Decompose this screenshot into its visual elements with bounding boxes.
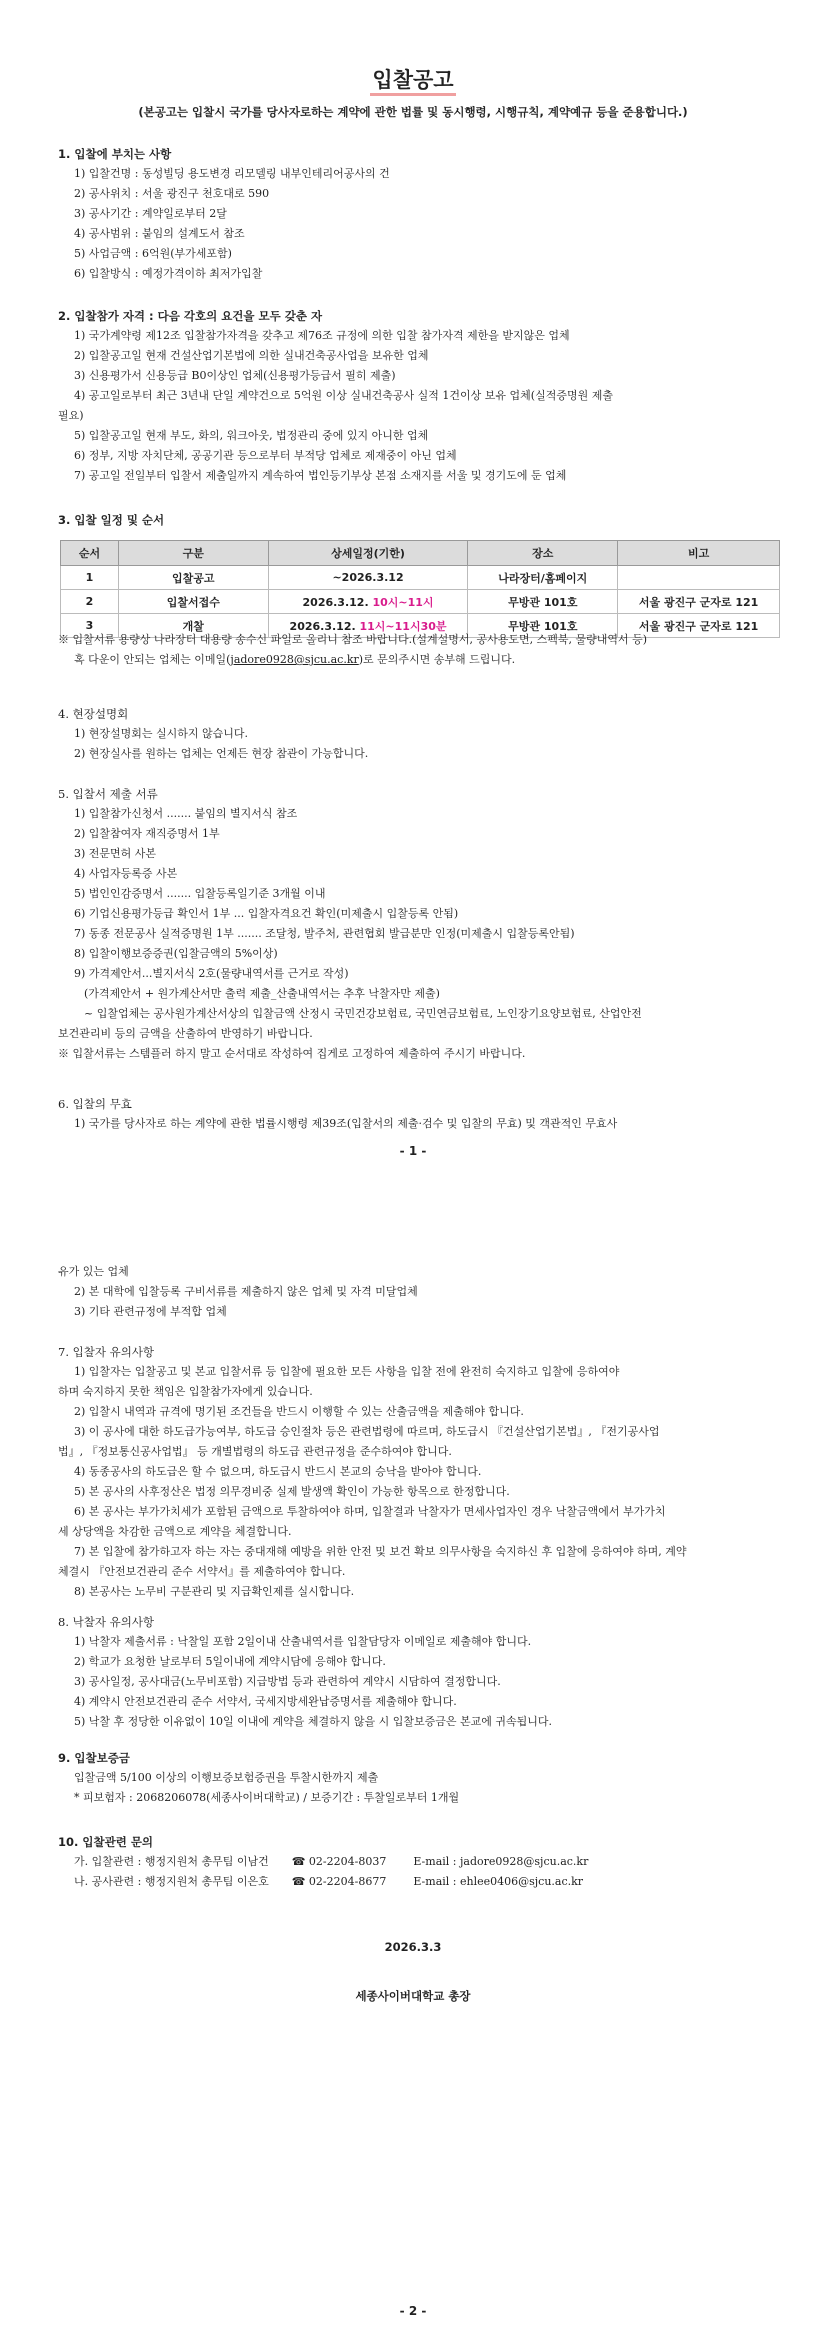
section-heading: 6. 입찰의 무효 xyxy=(58,1097,132,1111)
section-7 xyxy=(58,1342,780,1602)
list-item-continued: 필요) xyxy=(58,409,84,422)
table-cell xyxy=(618,566,780,590)
schedule-table xyxy=(60,540,780,638)
list-item: 5) 입찰공고일 현재 부도, 화의, 워크아웃, 법정관리 중에 있지 아니한 업체 xyxy=(74,429,429,442)
body-text: 입찰금액 5/100 이상의 이행보증보험증권을 투찰시한까지 제출 xyxy=(74,1771,379,1784)
section-3-heading-block xyxy=(58,510,780,530)
list-item: 1) 현장설명회는 실시하지 않습니다. xyxy=(74,727,249,740)
list-item: 2) 본 대학에 입찰등록 구비서류를 제출하지 않은 업체 및 자격 미달업체 xyxy=(74,1285,418,1298)
list-item: 2) 공사위치 : 서울 광진구 천호대로 590 xyxy=(74,187,270,200)
page-2 xyxy=(0,1180,826,2336)
table-cell: 입찰공고 xyxy=(118,566,268,590)
table-cell: 무방관 101호 xyxy=(468,590,618,614)
contact-label: 나. 공사관련 : 행정지원처 총무팀 이은호 xyxy=(74,1875,269,1888)
list-item: 3) 공사일정, 공사대금(노무비포함) 지급방법 등과 관련하여 계약시 시담하여 결정합니다. xyxy=(74,1675,501,1688)
list-item: 5) 사업금액 : 6억원(부가세포함) xyxy=(74,247,232,260)
signer-name: 세종사이버대학교 총장 xyxy=(355,1989,471,2003)
list-item: 1) 낙찰자 제출서류 : 낙찰일 포함 2일이내 산출내역서를 입찰담당자 이메일로 제출해야 합니다. xyxy=(74,1635,532,1648)
contact-row xyxy=(58,1852,780,1872)
section-8 xyxy=(58,1612,780,1732)
contact-label: 가. 입찰관련 : 행정지원처 총무팀 이남건 xyxy=(74,1855,269,1868)
email-address[interactable]: E-mail : jadore0928@sjcu.ac.kr xyxy=(413,1855,589,1868)
table-cell: 입찰서접수 xyxy=(118,590,268,614)
table-cell: 2026.3.12. 10시~11시 xyxy=(268,590,468,614)
list-item: 3) 신용평가서 신용등급 B0이상인 업체(신용평가등급서 필히 제출) xyxy=(74,369,396,382)
table-cell: 서울 광진구 군자로 121 xyxy=(618,590,780,614)
list-item: 8) 입찰이행보증증권(입찰금액의 5%이상) xyxy=(74,947,278,960)
note: ※ 입찰서류 용량상 나라장터 대용량 송수신 파일로 올리니 참조 바랍니다.(설계설명서, 공사용도면, 스펙북, 물량내역서 등) xyxy=(58,633,648,646)
list-item: 4) 계약시 안전보건관리 준수 서약서, 국세지방세완납증명서를 제출해야 합니다. xyxy=(74,1695,457,1708)
contact-row xyxy=(58,1872,780,1892)
list-item: 2) 입찰시 내역과 규격에 명기된 조건들을 반드시 이행할 수 있는 산출금액을 제출해야 합니다. xyxy=(74,1405,524,1418)
list-item-continued: 법』, 『정보통신공사업법』 등 개별법령의 하도급 관련규정을 준수하여야 합니다. xyxy=(58,1445,452,1458)
document-subtitle: (본공고는 입찰시 국가를 당사자로하는 계약에 관한 법률 및 동시행령, 시행규칙, 계약예규 등을 준용합니다.) xyxy=(138,105,688,119)
list-item: 6) 정부, 지방 자치단체, 공공기관 등으로부터 부적당 업체로 제재중이 아닌 업체 xyxy=(74,449,457,462)
section-heading: 5. 입찰서 제출 서류 xyxy=(58,787,158,801)
document-title: 입찰공고 xyxy=(0,64,826,94)
section-heading: 8. 낙찰자 유의사항 xyxy=(58,1615,155,1629)
section-10 xyxy=(58,1832,780,1892)
list-item: 1) 국가를 당사자로 하는 계약에 관한 법률시행령 제39조(입찰서의 제출·검수 및 입찰의 무효) 및 객관적인 무효사 xyxy=(74,1117,618,1130)
list-item: 3) 전문면허 사본 xyxy=(74,847,157,860)
list-item-continued: 유가 있는 업체 xyxy=(58,1265,129,1278)
table-cell: 3 xyxy=(61,614,119,638)
table-row xyxy=(61,590,780,614)
table-cell: 2026.3.12. 11시~11시30분 xyxy=(268,614,468,638)
sub-item-continued: 보건관리비 등의 금액을 산출하여 반영하기 바랍니다. xyxy=(58,1027,313,1040)
column-header: 구분 xyxy=(118,541,268,566)
list-item: 3) 이 공사에 대한 하도급가능여부, 하도급 승인절차 등은 관련법령에 따르며, 하도급시 『건설산업기본법』, 『전기공사업 xyxy=(74,1425,660,1438)
body-text: * 피보험자 : 2068206078(세종사이버대학교) / 보증기간 : 투찰일로부터 1개월 xyxy=(74,1791,460,1804)
phone-number: ☎ 02-2204-8037 xyxy=(291,1855,387,1868)
column-header: 순서 xyxy=(61,541,119,566)
sub-item: (가격제안서 + 원가계산서만 출력 제출_산출내역서는 추후 낙찰자만 제출) xyxy=(84,987,440,1000)
section-6-continued xyxy=(58,1262,780,1322)
list-item: 7) 본 입찰에 참가하고자 하는 자는 중대재해 예방을 위한 안전 및 보건 확보 의무사항을 숙지하신 후 입찰에 응하여야 하며, 계약 xyxy=(74,1545,687,1558)
table-cell: 무방관 101호 xyxy=(468,614,618,638)
table-cell: 2 xyxy=(61,590,119,614)
list-item: 3) 기타 관련규정에 부적합 업체 xyxy=(74,1305,227,1318)
section-5 xyxy=(58,784,780,1064)
section-heading: 9. 입찰보증금 xyxy=(58,1751,130,1765)
section-heading: 10. 입찰관련 문의 xyxy=(58,1835,154,1849)
list-item: 8) 본공사는 노무비 구분관리 및 지급확인제를 실시합니다. xyxy=(74,1585,355,1598)
list-item-continued: 하며 숙지하지 못한 책임은 입찰참가자에게 있습니다. xyxy=(58,1385,313,1398)
list-item: 5) 본 공사의 사후정산은 법정 의무경비중 실제 발생액 확인이 가능한 항목으로 한정합니다. xyxy=(74,1485,510,1498)
section-3-notes xyxy=(58,630,780,670)
email-address[interactable]: E-mail : ehlee0406@sjcu.ac.kr xyxy=(413,1875,584,1888)
list-item: 2) 입찰공고일 현재 건설산업기본법에 의한 실내건축공사업을 보유한 업체 xyxy=(74,349,429,362)
list-item: 2) 학교가 요청한 날로부터 5일이내에 계약시담에 응해야 합니다. xyxy=(74,1655,386,1668)
section-heading: 2. 입찰참가 자격 : 다음 각호의 요건을 모두 갖춘 자 xyxy=(58,309,323,323)
column-header: 상세일정(기한) xyxy=(268,541,468,566)
table-cell: 나라장터/홈페이지 xyxy=(468,566,618,590)
section-heading: 4. 현장설명회 xyxy=(58,707,129,721)
list-item: 5) 낙찰 후 정당한 이유없이 10일 이내에 계약을 체결하지 않을 시 입찰보증금은 본교에 귀속됩니다. xyxy=(74,1715,553,1728)
list-item: 7) 공고일 전일부터 입찰서 제출일까지 계속하여 법인등기부상 본점 소재지를 서울 및 경기도에 둔 업체 xyxy=(74,469,567,482)
list-item: 6) 입찰방식 : 예정가격이하 최저가입찰 xyxy=(74,267,263,280)
list-item: 1) 입찰건명 : 동성빌딩 용도변경 리모델링 내부인테리어공사의 건 xyxy=(74,167,390,180)
table-cell: 1 xyxy=(61,566,119,590)
list-item: 7) 동종 전문공사 실적증명원 1부 ....... 조달청, 발주처, 관련협회 발급분만 인정(미제출시 입찰등록안됨) xyxy=(74,927,575,940)
list-item: 4) 공고일로부터 최근 3년내 단일 계약건으로 5억원 이상 실내건축공사 실적 1건이상 보유 업체(실적증명원 제출 xyxy=(74,389,613,402)
section-4 xyxy=(58,704,780,764)
list-item: 4) 사업자등록증 사본 xyxy=(74,867,178,880)
column-header: 비고 xyxy=(618,541,780,566)
list-item: 9) 가격제안서...별지서식 2호(물량내역서를 근거로 작성) xyxy=(74,967,349,980)
list-item-continued: 세 상당액을 차감한 금액으로 계약을 체결합니다. xyxy=(58,1525,292,1538)
list-item-continued: 체결시 『안전보건관리 준수 서약서』를 제출하여야 합니다. xyxy=(58,1565,346,1578)
list-item: 3) 공사기간 : 계약일로부터 2달 xyxy=(74,207,227,220)
table-cell: 개찰 xyxy=(118,614,268,638)
section-heading: 1. 입찰에 부치는 사항 xyxy=(58,147,172,161)
list-item: 5) 법인인감증명서 ....... 입찰등록일기준 3개월 이내 xyxy=(74,887,326,900)
email-link[interactable]: jadore0928@sjcu.ac.kr xyxy=(230,653,359,666)
page-number: - 2 - xyxy=(399,2304,427,2318)
table-cell: ~2026.3.12 xyxy=(268,566,468,590)
list-item: 1) 입찰참가신청서 ....... 붙임의 별지서식 참조 xyxy=(74,807,298,820)
section-9 xyxy=(58,1748,780,1808)
announcement-date: 2026.3.3 xyxy=(384,1940,442,1954)
table-row xyxy=(61,566,780,590)
phone-number: ☎ 02-2204-8677 xyxy=(291,1875,387,1888)
page-number: - 1 - xyxy=(399,1144,427,1158)
table-header-row xyxy=(61,541,780,566)
list-item: 1) 국가계약령 제12조 입찰참가자격을 갖추고 제76조 규정에 의한 입찰 참가자격 제한을 받지않은 업체 xyxy=(74,329,570,342)
sub-item: ~ 입찰업체는 공사원가계산서상의 입찰금액 산정시 국민건강보험료, 국민연금보험료, 노인장기요양보험료, 산업안전 xyxy=(84,1007,642,1020)
column-header: 장소 xyxy=(468,541,618,566)
note: 혹 다운이 안되는 업체는 이메일(jadore0928@sjcu.ac.kr)로 문의주시면 송부해 드립니다. xyxy=(74,653,516,666)
list-item: 6) 본 공사는 부가가치세가 포함된 금액으로 투찰하여야 하며, 입찰결과 낙찰자가 면세사업자인 경우 낙찰금액에서 부가가치 xyxy=(74,1505,666,1518)
table-cell: 서울 광진구 군자로 121 xyxy=(618,614,780,638)
list-item: 4) 공사범위 : 붙임의 설계도서 참조 xyxy=(74,227,245,240)
list-item: 4) 동종공사의 하도급은 할 수 없으며, 하도급시 반드시 본교의 승낙을 받아야 합니다. xyxy=(74,1465,482,1478)
list-item: 2) 입찰참여자 재직증명서 1부 xyxy=(74,827,220,840)
section-heading: 7. 입찰자 유의사항 xyxy=(58,1345,155,1359)
list-item: 6) 기업신용평가등급 확인서 1부 ... 입찰자격요건 확인(미제출시 입찰등록 안됨) xyxy=(74,907,459,920)
note: ※ 입찰서류는 스템플러 하지 말고 순서대로 작성하여 집게로 고정하여 제출하여 주시기 바랍니다. xyxy=(58,1047,526,1060)
section-6-start xyxy=(58,1094,780,1134)
section-1 xyxy=(58,144,780,284)
list-item: 2) 현장실사를 원하는 업체는 언제든 현장 참관이 가능합니다. xyxy=(74,747,369,760)
section-2 xyxy=(58,306,780,486)
list-item: 1) 입찰자는 입찰공고 및 본교 입찰서류 등 입찰에 필요한 모든 사항을 입찰 전에 완전히 숙지하고 입찰에 응하여야 xyxy=(74,1365,620,1378)
section-heading: 3. 입찰 일정 및 순서 xyxy=(58,513,165,527)
